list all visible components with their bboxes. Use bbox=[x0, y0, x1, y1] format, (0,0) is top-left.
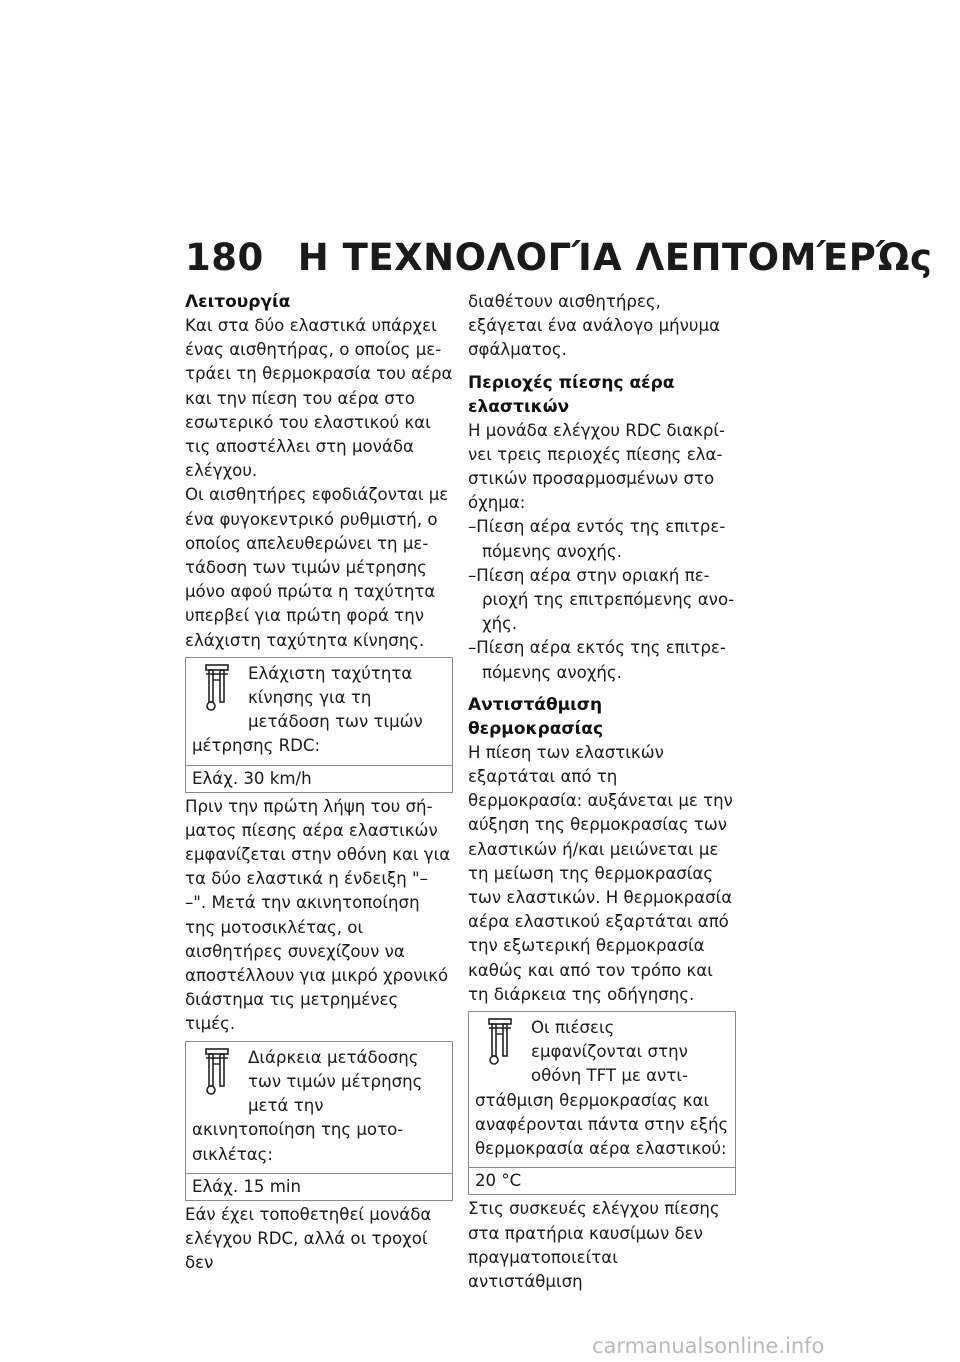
page-title bbox=[185, 236, 932, 279]
paragraph: διαθέτουν αισθητήρες, εξάγεται ένα ανάλογο μήνυμα σφάλματος. bbox=[468, 292, 721, 360]
section-heading-pressure-ranges: Περιοχές πίεσης αέρα ελαστικών bbox=[468, 372, 675, 417]
note-text: Οι πιέσεις εμφανίζονται στην οθόνη TFT με αντιστάθμιση θερμοκρασίας και αναφέρονται πάντα στην εξής θερμοκρασία αέρα ελαστικού: bbox=[475, 1018, 729, 1159]
tire-pressure-gauge-icon bbox=[200, 1048, 240, 1098]
list-item: –Πίεση αέρα στην οριακή περιοχή της επιτρεπόμενης ανοχής. bbox=[468, 565, 735, 634]
page-number: 180 bbox=[185, 236, 264, 279]
paragraph: Και στα δύο ελαστικά υπάρχει ένας αισθητήρας, ο οποίος μετράει τη θερμοκρασία του αέρα και την πίεση του αέρα στο εσωτερικό του ελαστικού και τις αποστέλλει στη μονάδα ελέγχου. bbox=[185, 316, 453, 481]
tire-pressure-gauge-icon bbox=[483, 1018, 523, 1068]
list-item: –Πίεση αέρα εντός της επιτρεπόμενης ανοχής. bbox=[468, 517, 726, 561]
note-value: Ελάχ. 30 km/h bbox=[186, 765, 452, 792]
paragraph: Πριν την πρώτη λήψη του σήματος πίεσης αέρα ελαστικών εμφανίζεται στην οθόνη και για τα δύο ελαστικά η ένδειξη "– –". Μετά την ακινητοποίηση της μοτοσικλέτας, οι αισθητήρες συνεχίζουν να αποστέλλουν για μικρό χρονικό διάστημα τις μετρημένες τιμές. bbox=[185, 796, 451, 1034]
spec-note-box bbox=[185, 657, 453, 793]
list-item: –Πίεση αέρα εκτός της επιτρεπόμενης ανοχής. bbox=[468, 638, 726, 682]
paragraph: Στις συσκευές ελέγχου πίεσης στα πρατήρια καυσίμων δεν πραγματοποιείται αντιστάθμιση bbox=[468, 1199, 720, 1291]
left-column bbox=[185, 290, 453, 1275]
note-value: 20 °C bbox=[469, 1167, 735, 1194]
paragraph: Οι αισθητήρες εφοδιάζονται με ένα φυγοκεντρικό ρυθμιστή, ο οποίος απελευθερώνει τη μετάδοση των τιμών μέτρησης μόνο αφού πρώτα η ταχύτητα υπερβεί για πρώτη φορά την ελάχιστη ταχύτητα κίνησης. bbox=[185, 485, 449, 650]
note-text: Ελάχιστη ταχύτητα κίνησης για τη μετάδοση των τιμών μέτρησης RDC: bbox=[192, 663, 423, 756]
right-column bbox=[468, 290, 736, 1294]
site-watermark: carmanualsonline.info bbox=[592, 1334, 825, 1358]
section-heading-temperature-compensation: Αντιστάθμιση θερμοκρασίας bbox=[468, 694, 604, 739]
paragraph: Η μονάδα ελέγχου RDC διακρίνει τρεις περιοχές πίεσης ελαστικών προσαρμοσμένων στο όχημα: bbox=[468, 420, 726, 513]
paragraph: Η πίεση των ελαστικών εξαρτάται από τη θερμοκρασία: αυξάνεται με την αύξηση της θερμοκρασίας των ελαστικών ή/και μειώνεται με τη μείωση της θερμοκρασίας των ελαστικών. Η θερμοκρασία αέρα ελαστικού εξαρτάται από την εξωτερική θερμοκρασία καθώς και από τον τρόπο και τη διάρκεια της οδήγησης. bbox=[468, 742, 733, 1004]
spec-note-box bbox=[185, 1041, 453, 1201]
note-text: Διάρκεια μετάδοσης των τιμών μέτρησης μετά την ακινητοποίηση της μοτοσικλέτας: bbox=[192, 1047, 423, 1164]
paragraph: Εάν έχει τοποθετηθεί μονάδα ελέγχου RDC, αλλά οι τροχοί δεν bbox=[185, 1204, 432, 1273]
spec-note-box bbox=[468, 1011, 736, 1195]
note-value: Ελάχ. 15 min bbox=[186, 1173, 452, 1200]
tire-pressure-gauge-icon bbox=[200, 664, 240, 714]
section-heading-function: Λειτουργία bbox=[185, 292, 291, 312]
chapter-title: Η ΤΕΧΝΟΛΟΓΊΑ ΛΕΠΤΟΜΈΡΏς bbox=[297, 236, 933, 279]
